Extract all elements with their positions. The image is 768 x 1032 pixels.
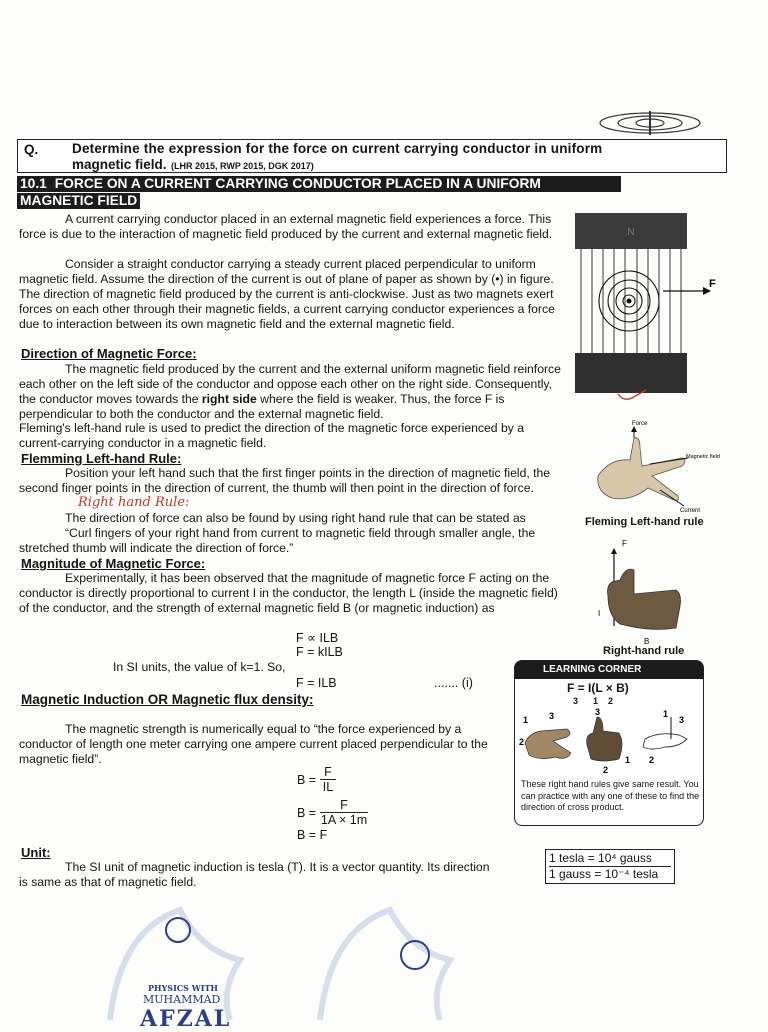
equation-b3: B = F: [297, 828, 328, 842]
right-hand-rule-caption: Right-hand rule: [603, 645, 685, 657]
right-hand-icon: [608, 569, 681, 629]
learning-corner-box: [514, 660, 704, 826]
flemming-heading: Flemming Left-hand Rule:: [21, 451, 182, 466]
red-tick-mark-icon: [616, 388, 650, 406]
direction-paragraph-1-text: [19, 362, 567, 422]
conversion-line-2: 1 gauss = 10⁻⁴ tesla: [549, 866, 671, 882]
hand-pose-3-icon: [643, 734, 687, 749]
left-hand-icon: [598, 438, 685, 501]
right-hand-paragraph-1-text: The direction of force can also be found by using right hand rule that can be stated as: [65, 511, 526, 525]
pose-2-num-1: 1: [625, 755, 631, 765]
section-title-line1: FORCE ON A CURRENT CARRYING CONDUCTOR PLACED IN A UNIFORM: [54, 176, 541, 191]
rhr-current-label: I: [598, 609, 601, 618]
right-hand-paragraph-1: [19, 511, 567, 526]
pose-3-num-3: 3: [679, 715, 685, 725]
pose-1-num-2: 2: [519, 737, 525, 747]
unit-paragraph: [19, 860, 499, 890]
question-box: [17, 139, 727, 173]
magnetic-field-figure: [575, 213, 725, 403]
right-hand-paragraph-2-text: “Curl fingers of your right hand from current to magnetic field through smaller angle, the stretched thumb will indicate the direction of force.”: [19, 526, 536, 555]
equation-b1-denominator: IL: [322, 780, 334, 794]
learning-corner-note: These right hand rules give same result. You can practice with any one of these to find the direction of cross product.: [521, 779, 700, 812]
induction-paragraph: [19, 722, 497, 767]
equation-proportional: F ∝ ILB: [296, 631, 339, 645]
north-pole-icon: N: [627, 227, 635, 238]
equation-b2-fraction: [320, 798, 368, 827]
learning-corner-hands-figure: [519, 709, 699, 775]
right-hand-paragraph-2: [19, 526, 567, 556]
learning-corner-order-numbers: 3 1 2: [573, 696, 614, 706]
pose-1-num-3: 3: [549, 711, 555, 721]
fleming-left-hand-figure: [590, 418, 720, 518]
equation-b1-lhs: B =: [297, 773, 317, 787]
conversion-line-1: 1 tesla = 10⁴ gauss: [549, 851, 652, 865]
direction-paragraph-2: Fleming's left-hand rule is used to predict the direction of the magnetic force experienced by a current-carrying conductor in a magnetic field.: [19, 421, 524, 450]
equation-b2-lhs: B =: [297, 806, 317, 820]
section-heading-line2: MAGNETIC FIELD: [17, 193, 140, 209]
intro-paragraph-1-text: A current carrying conductor placed in an external magnetic field experiences a force. This force is due to the interaction of magnetic field produced by the current and external magnetic field.: [19, 212, 553, 241]
pose-2-num-3: 3: [595, 707, 601, 717]
question-text-line1: Determine the expression for the force on current carrying conductor in uniform: [72, 141, 603, 156]
induction-heading: Magnetic Induction OR Magnetic flux density:: [21, 692, 314, 707]
direction-paragraph-1: [19, 362, 567, 422]
direction-p1-b: where the field is weaker. Thus, the force F is perpendicular to both the conductor and the external magnetic field.: [19, 392, 505, 421]
rhr-field-label: B: [644, 637, 650, 646]
direction-p1-a: The magnetic field produced by the current and the external uniform magnetic field reinforce each other on the left side of the conductor and oppose each other on the right side. Consequently, the conductor moves towards the: [19, 362, 561, 406]
field-figure-force-label: F: [709, 278, 716, 290]
hand-pose-1-icon: [525, 729, 571, 759]
watermark-line-2: MUHAMMAD: [143, 993, 221, 1006]
watermark-line-3: AFZAL: [140, 1006, 232, 1032]
magnitude-paragraph-text: Experimentally, it has been observed that the magnitude of magnetic force F acting on the conductor is directly proportional to current I in the conductor, the length L (inside the magnetic field) of the conductor, and the strength of external magnetic field B (or magnetic induction) as: [19, 571, 558, 615]
learning-corner-formula: F = I(L × B): [567, 681, 629, 695]
learning-corner-header: [515, 661, 703, 679]
section-heading: [17, 176, 621, 192]
watermark-line-1: PHYSICS WITH: [148, 983, 218, 993]
unit-heading: Unit:: [21, 845, 51, 860]
question-label: Q.: [24, 142, 39, 157]
equation-b1-numerator: F: [320, 765, 336, 780]
header-ornament-icon: [595, 108, 705, 138]
question-refs: (LHR 2015, RWP 2015, DGK 2017): [170, 161, 314, 171]
intro-paragraph-1: [19, 212, 569, 242]
intro-paragraph-2: [19, 257, 569, 332]
equation-b1-fraction: [320, 765, 336, 794]
learning-corner-title: LEARNING CORNER: [543, 664, 642, 675]
pose-3-num-2: 2: [649, 755, 655, 765]
rhr-force-label: F: [622, 539, 627, 548]
direction-heading: Direction of Magnetic Force:: [21, 346, 197, 361]
induction-paragraph-text: The magnetic strength is numerically equal to “the force experienced by a conductor of length one meter carrying one ampere current placed perpendicular to the magnetic field”.: [19, 722, 488, 766]
fleming-current-label: Current: [680, 508, 701, 514]
magnitude-heading: Magnitude of Magnetic Force:: [21, 556, 206, 571]
intro-paragraph-2-text: Consider a straight conductor carrying a steady current placed perpendicular to uniform magnetic field. Assume the direction of the current is out of plane of paper as shown by (•) in figure. The direction of magnetic field produced by the current is anti-clockwise. Just as two magnets exert forces on each other through their magnetic fields, a current carrying conductor experiences a force due to interaction between its own magnetic field and the external magnetic field.: [19, 257, 555, 331]
equation-force: F = ILB: [296, 676, 337, 690]
equation-b2-numerator: F: [320, 798, 368, 813]
fleming-force-label: Force: [632, 421, 648, 427]
hand-pose-2-icon: [587, 717, 622, 761]
equation-force-tag: ....... (i): [434, 676, 473, 690]
section-number: 10.1: [20, 176, 47, 191]
fleming-field-label: Magnetic field: [686, 454, 720, 460]
flemming-paragraph-text: Position your left hand such that the first finger points in the direction of magnetic field, the second finger points in the direction of current, the thumb will then point in the direction of force.: [19, 466, 551, 495]
si-units-text: In SI units, the value of k=1. So,: [113, 660, 286, 674]
flemming-paragraph: [19, 466, 567, 496]
tesla-gauss-conversion-box: [545, 849, 675, 884]
handwritten-right-hand-rule: Right hand Rule:: [78, 495, 190, 510]
equation-b2-denominator: 1A × 1m: [320, 813, 368, 827]
equation-constant: F = kILB: [296, 645, 343, 659]
pose-2-num-2: 2: [603, 765, 609, 775]
question-text-line2: magnetic field.: [72, 157, 167, 172]
question-text-line2-wrap: [72, 156, 314, 174]
direction-p1-bold: right side: [201, 392, 257, 406]
pose-3-num-1: 1: [663, 709, 669, 719]
magnitude-paragraph: [19, 571, 567, 616]
right-hand-rule-figure: [590, 536, 700, 648]
pose-1-num-1: 1: [523, 715, 529, 725]
fleming-caption: Fleming Left-hand rule: [585, 516, 704, 528]
unit-paragraph-text: The SI unit of magnetic induction is tesla (T). It is a vector quantity. Its direction is same as that of magnetic field.: [19, 860, 490, 889]
